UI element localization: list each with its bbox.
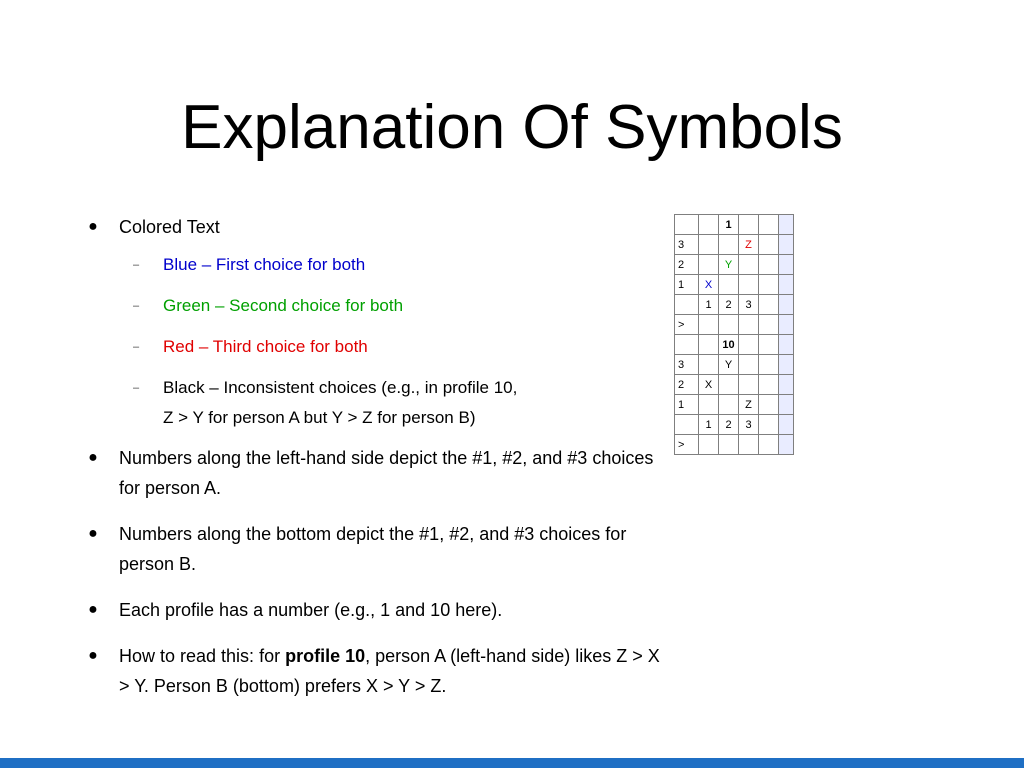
sub-bullet-text: Red – Third choice for both <box>163 337 368 356</box>
table-cell <box>739 335 759 355</box>
table-cell: 2 <box>719 415 739 435</box>
table-cell <box>739 275 759 295</box>
table-row <box>675 375 794 395</box>
table-cell <box>779 395 794 415</box>
table-row <box>675 415 794 435</box>
sub-bullet-black <box>88 373 668 433</box>
table-cell: 1 <box>675 395 699 415</box>
table-cell: X <box>699 375 719 395</box>
dash-icon: – <box>133 341 140 353</box>
table-cell: Z <box>739 235 759 255</box>
table-cell <box>719 235 739 255</box>
table-cell <box>719 275 739 295</box>
table-cell <box>699 335 719 355</box>
table-cell <box>719 375 739 395</box>
table-row <box>675 215 794 235</box>
table-row <box>675 315 794 335</box>
table-cell <box>759 375 779 395</box>
table-cell <box>699 215 719 235</box>
dash-icon: – <box>133 259 140 271</box>
table-cell: > <box>675 315 699 335</box>
table-cell <box>779 315 794 335</box>
table-cell <box>699 235 719 255</box>
table-cell: 1 <box>675 275 699 295</box>
table-cell <box>759 235 779 255</box>
table-cell <box>675 415 699 435</box>
table-cell <box>675 215 699 235</box>
table-cell <box>675 335 699 355</box>
bullet-text-prefix: How to read this: for <box>119 646 286 666</box>
table-cell <box>779 375 794 395</box>
bullet-text-bold: profile 10 <box>285 646 366 666</box>
table-cell <box>675 295 699 315</box>
bullet-how-to-read <box>88 641 668 701</box>
bullet-dot-icon: ● <box>88 449 98 466</box>
table-cell: 3 <box>739 295 759 315</box>
table-row <box>675 355 794 375</box>
table-cell: 3 <box>675 355 699 375</box>
table-cell <box>759 275 779 295</box>
bullet-left-side <box>88 443 668 503</box>
table-cell <box>719 315 739 335</box>
bullet-text: Each profile has a number (e.g., 1 and 10 here). <box>119 600 503 620</box>
table-cell <box>759 355 779 375</box>
table-cell <box>779 255 794 275</box>
table-cell: 1 <box>699 295 719 315</box>
table-cell: 1 <box>699 415 719 435</box>
bullet-text: Numbers along the left-hand side depict the #1, #2, and #3 choices for person A. <box>119 448 654 498</box>
table-cell <box>759 395 779 415</box>
table-cell <box>699 315 719 335</box>
symbols-table <box>674 214 794 455</box>
table-cell: > <box>675 435 699 455</box>
sub-bullet-red <box>88 332 668 362</box>
table-cell: 1 <box>719 215 739 235</box>
bullet-profile-number <box>88 595 668 625</box>
sub-bullet-blue <box>88 250 668 280</box>
table-cell <box>779 275 794 295</box>
table-row <box>675 235 794 255</box>
sub-bullet-text-line1: Black – Inconsistent choices (e.g., in profile 10, <box>163 378 518 397</box>
table-cell <box>739 435 759 455</box>
table-cell <box>759 335 779 355</box>
bullet-list <box>88 212 668 701</box>
footer-bar <box>0 758 1024 768</box>
table-cell: Y <box>719 255 739 275</box>
table-cell <box>699 355 719 375</box>
table-cell: 3 <box>739 415 759 435</box>
table-cell: Y <box>719 355 739 375</box>
bullet-dot-icon: ● <box>88 525 98 542</box>
table-cell <box>779 335 794 355</box>
table-row <box>675 295 794 315</box>
sub-bullet-text-line2: Z > Y for person A but Y > Z for person B) <box>163 408 476 427</box>
bullet-text: Colored Text <box>119 217 220 237</box>
table-row <box>675 275 794 295</box>
table-cell <box>779 235 794 255</box>
table-cell <box>739 355 759 375</box>
bullet-colored-text <box>88 212 668 242</box>
table-cell: X <box>699 275 719 295</box>
table-cell <box>779 435 794 455</box>
table-cell: 2 <box>675 255 699 275</box>
table-cell <box>759 215 779 235</box>
dash-icon: – <box>133 382 140 394</box>
table-cell: 2 <box>719 295 739 315</box>
slide-title: Explanation Of Symbols <box>181 93 843 162</box>
table-cell: 3 <box>675 235 699 255</box>
table-cell <box>759 255 779 275</box>
bullet-text-suffix: , person A (left-hand side) likes Z > X > Y. Person B (bottom) prefers X > Y > Z. <box>119 646 660 696</box>
sub-bullet-green <box>88 291 668 321</box>
table-cell <box>699 255 719 275</box>
table-cell <box>779 215 794 235</box>
sub-bullet-text: Blue – First choice for both <box>163 255 366 274</box>
table-cell <box>739 375 759 395</box>
dash-icon: – <box>133 300 140 312</box>
bullet-dot-icon: ● <box>88 218 98 235</box>
table-cell <box>739 215 759 235</box>
table-row <box>675 335 794 355</box>
table-cell <box>759 295 779 315</box>
bullet-text: Numbers along the bottom depict the #1, #2, and #3 choices for person B. <box>119 524 627 574</box>
table-cell: Z <box>739 395 759 415</box>
table-cell <box>779 355 794 375</box>
sub-bullet-text: Green – Second choice for both <box>163 296 404 315</box>
bullet-dot-icon: ● <box>88 601 98 618</box>
table-cell <box>739 315 759 335</box>
table-row <box>675 255 794 275</box>
table-cell: 2 <box>675 375 699 395</box>
table-cell <box>739 255 759 275</box>
bullet-bottom <box>88 519 668 579</box>
table-cell <box>699 435 719 455</box>
table-cell <box>779 295 794 315</box>
table-cell <box>759 435 779 455</box>
table-cell <box>719 435 739 455</box>
table-cell: 10 <box>719 335 739 355</box>
bullet-dot-icon: ● <box>88 647 98 664</box>
table-row <box>675 395 794 415</box>
table-cell <box>779 415 794 435</box>
table-cell <box>719 395 739 415</box>
table-cell <box>759 415 779 435</box>
table-cell <box>699 395 719 415</box>
table-cell <box>759 315 779 335</box>
table-row <box>675 435 794 455</box>
